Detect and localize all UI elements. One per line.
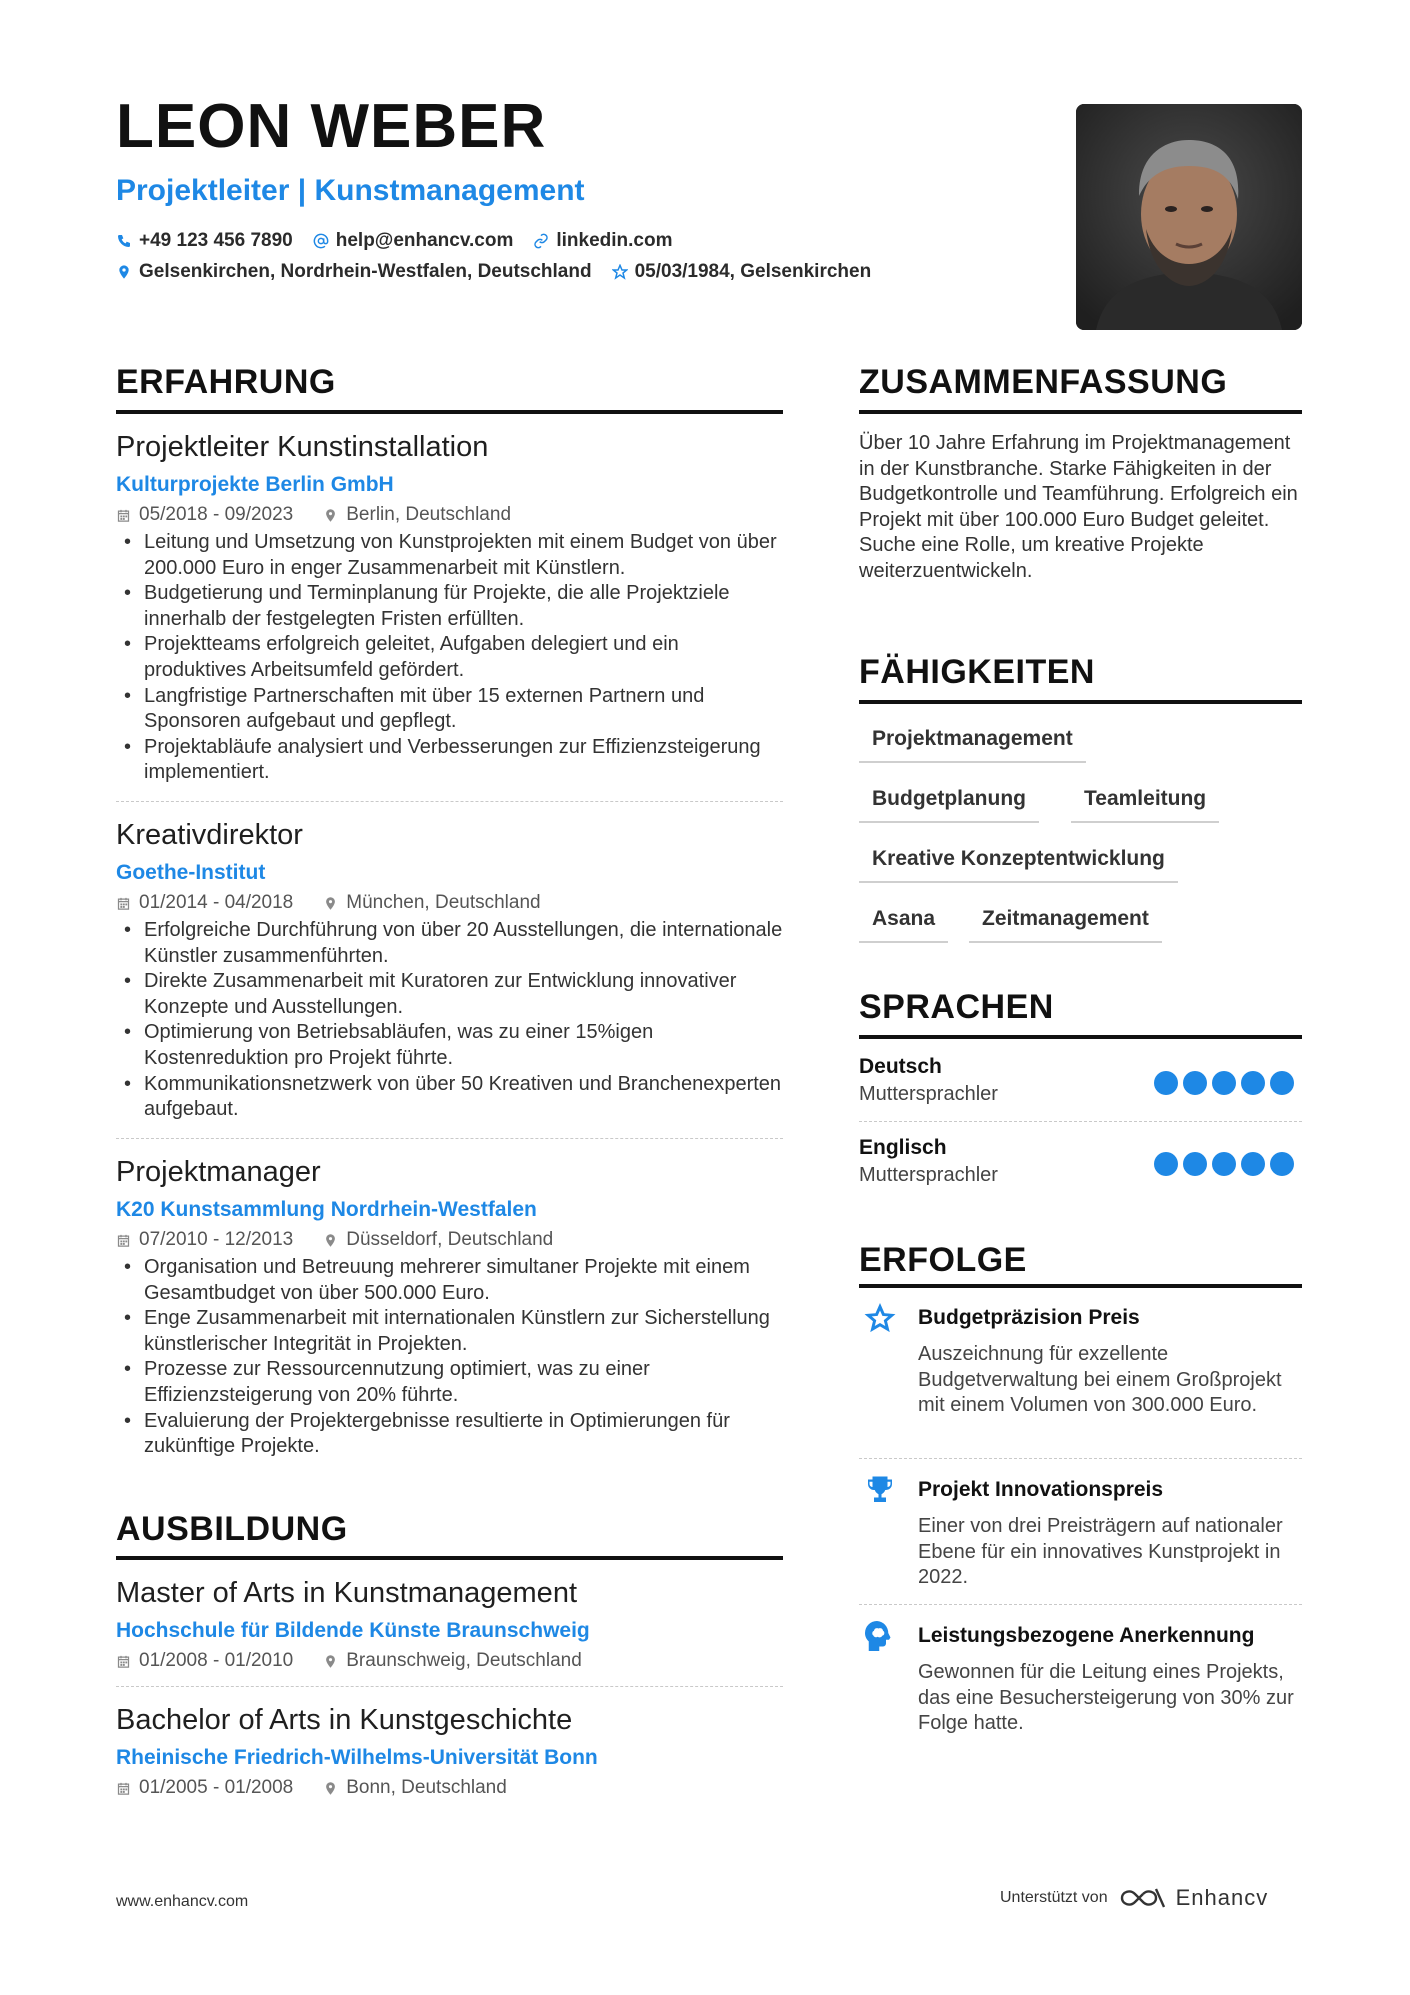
phone-icon	[116, 233, 132, 249]
job-location	[323, 504, 511, 526]
footer-branding[interactable]	[1000, 1884, 1268, 1912]
achievement-description: Auszeichnung für exzellente Budgetverwaltung bei einem Großprojekt mit einem Volumen von 300.000 Euro.	[918, 1343, 1282, 1417]
footer-website[interactable]: www.enhancv.com	[116, 1893, 249, 1910]
bullet-item: • Langfristige Partnerschaften mit über 15 externen Partnern und Sponsoren aufgebaut und gepflegt.	[144, 684, 783, 735]
skill-tag: Budgetplanung	[859, 787, 1039, 823]
bullet-item: • Optimierung von Betriebsabläufen, was zu einer 15%igen Kostenreduktion pro Projekt führte.	[144, 1020, 783, 1071]
rating-dot	[1154, 1152, 1178, 1176]
location-text: Bonn, Deutschland	[346, 1777, 507, 1799]
dates-text: 05/2018 - 09/2023	[139, 504, 294, 526]
job-bullets	[116, 918, 783, 1123]
contact-birth	[612, 261, 872, 283]
achievement-title: Leistungsbezogene Anerkennung	[918, 1624, 1255, 1647]
language-divider	[859, 1121, 1302, 1122]
location-pin-icon	[323, 1233, 338, 1248]
company-link[interactable]: K20 Kunstsammlung Nordrhein-Westfalen	[116, 1197, 537, 1221]
skills-rule	[859, 700, 1302, 704]
location-text: München, Deutschland	[346, 892, 541, 914]
rating-dot	[1270, 1152, 1294, 1176]
experience-entry	[116, 818, 783, 1123]
language-level: Muttersprachler	[859, 1164, 998, 1186]
bullet-item: • Budgetierung und Terminplanung für Projekte, die alle Projektziele innerhalb der festgelegten Fristen erfüllten.	[144, 581, 783, 632]
brain-icon	[862, 1618, 898, 1654]
phone-text: +49 123 456 7890	[139, 230, 293, 251]
job-meta	[116, 504, 783, 526]
email-text: help@enhancv.com	[335, 230, 514, 251]
location-text: Berlin, Deutschland	[346, 504, 512, 526]
bullet-item: • Enge Zusammenarbeit mit internationalen Künstlern zur Sicherstellung künstlerischer Integrität in Projekten.	[144, 1306, 783, 1357]
rating-dot	[1212, 1071, 1236, 1095]
education-location	[323, 1777, 507, 1799]
link-icon	[533, 233, 549, 249]
language-rating	[1149, 1071, 1294, 1095]
job-dates	[116, 504, 293, 526]
calendar-icon	[116, 1233, 131, 1248]
rating-dot	[1270, 1071, 1294, 1095]
achievement-title: Budgetpräzision Preis	[918, 1306, 1140, 1329]
job-role: Kreativdirektor	[116, 819, 303, 851]
education-dates	[116, 1777, 293, 1799]
experience-rule	[116, 410, 783, 414]
rating-dot	[1154, 1071, 1178, 1095]
contact-location	[116, 261, 592, 283]
job-role: Projektmanager	[116, 1156, 321, 1188]
location-pin-icon	[323, 1654, 338, 1669]
enhancv-brand: Enhancv	[1175, 1885, 1269, 1910]
bullet-item: • Evaluierung der Projektergebnisse resultierte in Optimierungen für zukünftige Projekte.	[144, 1409, 783, 1460]
education-entry	[116, 1576, 783, 1672]
birth-text: 05/03/1984, Gelsenkirchen	[634, 261, 872, 282]
bullet-item: • Projektteams erfolgreich geleitet, Aufgaben delegiert und ein produktives Arbeitsumfeld gefördert.	[144, 632, 783, 683]
company-link[interactable]: Kulturprojekte Berlin GmbH	[116, 472, 394, 496]
languages-rule	[859, 1035, 1302, 1039]
candidate-title: Projektleiter | Kunstmanagement	[116, 174, 585, 207]
summary-heading: ZUSAMMENFASSUNG	[859, 363, 1228, 401]
bullet-item: • Kommunikationsnetzwerk von über 50 Kreativen und Branchenexperten aufgebaut.	[144, 1072, 783, 1123]
calendar-icon	[116, 508, 131, 523]
summary-text: Über 10 Jahre Erfahrung im Projektmanagement in der Kunstbranche. Starke Fähigkeiten in der Budgetkontrolle und Teamführung. Erfolgreich ein Projekt mit über 100.000 Euro Budget geleitet. Suche eine Rolle, um kreative Projekte weiterzuentwickeln.	[859, 432, 1298, 582]
job-bullets	[116, 530, 783, 786]
skills-heading: FÄHIGKEITEN	[859, 653, 1095, 691]
achievement-description: Einer von drei Preisträgern auf nationaler Ebene für ein innovatives Kunstprojekt in 2022.	[918, 1515, 1283, 1589]
job-meta	[116, 892, 783, 914]
candidate-name: LEON WEBER	[116, 92, 547, 161]
calendar-icon	[116, 1654, 131, 1669]
education-meta	[116, 1650, 783, 1672]
location-text: Braunschweig, Deutschland	[346, 1650, 582, 1672]
rating-dot	[1212, 1152, 1236, 1176]
bullet-item: • Erfolgreiche Durchführung von über 20 Ausstellungen, die internationale Künstler zusammenführten.	[144, 918, 783, 969]
bullet-item: • Projektabläufe analysiert und Verbesserungen zur Effizienzsteigerung implementiert.	[144, 735, 783, 786]
job-meta	[116, 1229, 783, 1251]
degree-title: Master of Arts in Kunstmanagement	[116, 1577, 577, 1609]
education-rule	[116, 1556, 783, 1560]
bullet-item: • Direkte Zusammenarbeit mit Kuratoren zur Entwicklung innovativer Konzepte und Ausstellungen.	[144, 969, 783, 1020]
skill-tag: Projektmanagement	[859, 727, 1086, 763]
at-icon	[313, 233, 329, 249]
calendar-icon	[116, 1781, 131, 1796]
education-heading: AUSBILDUNG	[116, 1510, 348, 1548]
calendar-icon	[116, 896, 131, 911]
education-location	[323, 1650, 582, 1672]
rating-dot	[1241, 1152, 1265, 1176]
school-link[interactable]: Rheinische Friedrich-Wilhelms-Universität Bonn	[116, 1745, 598, 1769]
star-icon	[862, 1300, 898, 1336]
company-link[interactable]: Goethe-Institut	[116, 860, 266, 884]
achievement-divider	[859, 1604, 1302, 1605]
dates-text: 07/2010 - 12/2013	[139, 1229, 294, 1251]
skill-tag: Teamleitung	[1071, 787, 1219, 823]
contact-linkedin[interactable]	[533, 230, 672, 252]
language-name: Englisch	[859, 1136, 947, 1159]
location-pin-icon	[323, 896, 338, 911]
achievements-rule	[859, 1284, 1302, 1288]
entry-divider	[116, 801, 783, 802]
experience-heading: ERFAHRUNG	[116, 363, 336, 401]
dates-text: 01/2014 - 04/2018	[139, 892, 294, 914]
education-dates	[116, 1650, 293, 1672]
enhancv-logo-icon	[1118, 1884, 1168, 1912]
job-dates	[116, 1229, 293, 1251]
skill-tag: Zeitmanagement	[969, 907, 1162, 943]
bullet-item: • Prozesse zur Ressourcennutzung optimiert, was zu einer Effizienzsteigerung von 20% führte.	[144, 1357, 783, 1408]
contact-row-2	[116, 261, 891, 283]
language-rating	[1149, 1152, 1294, 1176]
achievements-heading: ERFOLGE	[859, 1241, 1027, 1279]
language-level: Muttersprachler	[859, 1083, 998, 1105]
contact-phone[interactable]	[116, 230, 293, 252]
degree-title: Bachelor of Arts in Kunstgeschichte	[116, 1704, 573, 1736]
entry-divider	[116, 1686, 783, 1687]
rating-dot	[1241, 1071, 1265, 1095]
linkedin-text: linkedin.com	[556, 230, 673, 251]
contact-email[interactable]	[313, 230, 514, 252]
achievement-divider	[859, 1458, 1302, 1459]
languages-heading: SPRACHEN	[859, 988, 1054, 1026]
job-dates	[116, 892, 293, 914]
skill-tag: Kreative Konzeptentwicklung	[859, 847, 1178, 883]
dates-text: 01/2008 - 01/2010	[139, 1650, 294, 1672]
job-bullets	[116, 1255, 783, 1460]
education-meta	[116, 1777, 783, 1799]
rating-dot	[1183, 1071, 1207, 1095]
profile-photo	[1076, 104, 1302, 330]
dates-text: 01/2005 - 01/2008	[139, 1777, 294, 1799]
summary-rule	[859, 410, 1302, 414]
location-text: Düsseldorf, Deutschland	[346, 1229, 554, 1251]
job-role: Projektleiter Kunstinstallation	[116, 431, 489, 463]
portrait-image	[1076, 104, 1302, 330]
rating-dot	[1183, 1152, 1207, 1176]
contact-row-1	[116, 230, 693, 252]
location-pin-icon	[323, 508, 338, 523]
language-name: Deutsch	[859, 1055, 942, 1078]
star-outline-icon	[612, 264, 628, 280]
location-pin-icon	[323, 1781, 338, 1796]
powered-by-text: Unterstützt von	[1000, 1889, 1108, 1906]
education-entry	[116, 1703, 783, 1799]
job-location	[323, 892, 540, 914]
location-text: Gelsenkirchen, Nordrhein-Westfalen, Deutschland	[139, 261, 592, 282]
experience-entry	[116, 430, 783, 786]
job-location	[323, 1229, 553, 1251]
bullet-item: • Organisation und Betreuung mehrerer simultaner Projekte mit einem Gesamtbudget von über 500.000 Euro.	[144, 1255, 783, 1306]
trophy-icon	[862, 1472, 898, 1508]
bullet-item: • Leitung und Umsetzung von Kunstprojekten mit einem Budget von über 200.000 Euro in enger Zusammenarbeit mit Künstlern.	[144, 530, 783, 581]
experience-entry	[116, 1155, 783, 1460]
location-pin-icon	[116, 264, 132, 280]
achievement-description: Gewonnen für die Leitung eines Projekts, das eine Besuchersteigerung von 30% zur Folge hatte.	[918, 1661, 1294, 1735]
entry-divider	[116, 1138, 783, 1139]
school-link[interactable]: Hochschule für Bildende Künste Braunschweig	[116, 1618, 590, 1642]
skill-tag: Asana	[859, 907, 948, 943]
achievement-title: Projekt Innovationspreis	[918, 1478, 1164, 1501]
